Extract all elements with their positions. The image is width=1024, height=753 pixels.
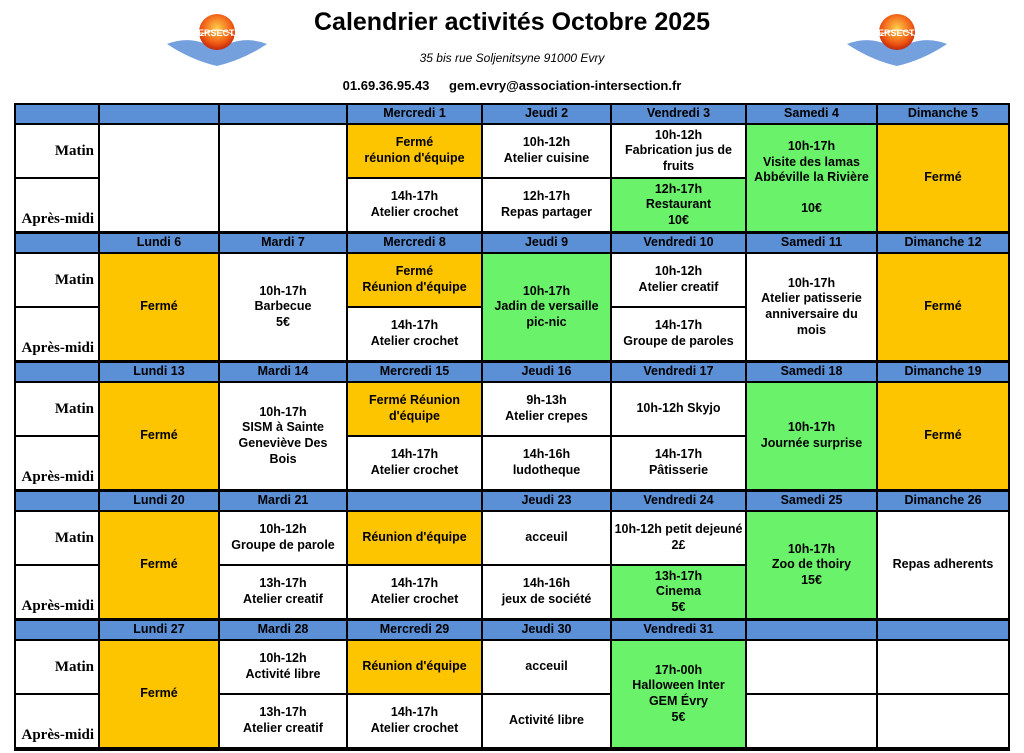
empty-cell (747, 641, 876, 693)
day-header-text: Lundi 6 (136, 235, 182, 250)
row-label-apres-midi-text: Après-midi (21, 469, 94, 486)
day-header (483, 621, 610, 639)
row-label-apres-midi (16, 566, 98, 618)
activity-cell-text: Fermé (140, 299, 178, 314)
day-header-text: Vendredi 10 (643, 235, 714, 250)
day-header (612, 363, 745, 381)
activity-cell (483, 641, 610, 693)
day-header-text: Mercredi 1 (383, 106, 446, 121)
activity-cell-text: 14h-17h Pâtisserie (648, 447, 709, 477)
activity-cell (483, 254, 610, 360)
day-header (348, 105, 481, 123)
row-label-apres-midi-text: Après-midi (21, 340, 94, 357)
activity-cell-text: 10h-17h Atelier patisserie anniversaire du mois (761, 275, 862, 337)
activity-cell (220, 641, 346, 693)
activity-cell-text: Fermé Réunion d'équipe (369, 393, 460, 423)
activity-cell-text: 14h-17h Atelier crochet (370, 447, 459, 477)
day-header (100, 105, 218, 123)
phone-number[interactable]: 01.69.36.95.43 (342, 78, 430, 93)
row-label-matin (16, 383, 98, 435)
activity-cell (747, 125, 876, 231)
activity-cell-text: 13h-17h Atelier creatif (243, 576, 323, 606)
day-header-text: Dimanche 19 (904, 364, 982, 379)
activity-cell (348, 641, 481, 693)
row-label-matin (16, 512, 98, 564)
activity-cell-text: 17h-00h Halloween Inter GEM Évry 5€ (632, 662, 725, 724)
day-header-text: Dimanche 12 (904, 235, 982, 250)
activity-cell-text: acceuil (525, 530, 568, 545)
activity-cell (483, 695, 610, 747)
day-header-text: Dimanche 26 (904, 493, 982, 508)
day-header-text: Mardi 7 (261, 235, 305, 250)
activity-cell (612, 437, 745, 489)
day-header-text: Jeudi 9 (524, 235, 569, 250)
activity-cell-text: 14h-17h Atelier crochet (370, 189, 459, 219)
day-header-text: Vendredi 24 (643, 493, 714, 508)
activity-cell-text: Repas adherents (892, 557, 994, 572)
day-header (100, 363, 218, 381)
day-header (100, 492, 218, 510)
activity-cell-text: Fermé (924, 428, 962, 443)
activity-cell-text: 10h-17h Barbecue 5€ (254, 283, 312, 329)
activity-cell-text: 10h-17h Visite des lamas Abbéville la Rivière 10€ (754, 138, 869, 216)
activity-cell-text: Fermé Réunion d'équipe (362, 264, 467, 294)
day-header-text: Samedi 25 (780, 493, 843, 508)
day-header (747, 492, 876, 510)
day-header-text: Jeudi 30 (521, 622, 572, 637)
row-label-matin (16, 125, 98, 177)
activity-cell (348, 383, 481, 435)
day-header (483, 363, 610, 381)
activity-cell-text: 10h-17h SISM à Sainte Geneviève Des Bois (238, 404, 328, 466)
day-header-text: Jeudi 23 (521, 493, 572, 508)
day-header (348, 621, 481, 639)
activity-cell-text: 13h-17h Atelier creatif (243, 705, 323, 735)
empty-cell (878, 641, 1008, 693)
activity-cell-text: 14h-17h Atelier crochet (370, 318, 459, 348)
day-header-text: Mardi 14 (257, 364, 309, 379)
activity-cell-text: Fermé (140, 686, 178, 701)
activity-cell (747, 383, 876, 489)
activity-cell (220, 512, 346, 564)
day-header (612, 492, 745, 510)
row-label-apres-midi (16, 437, 98, 489)
activity-cell (612, 641, 745, 747)
contact-line (0, 78, 1024, 93)
page-title: Calendrier activités Octobre 2025 (313, 8, 711, 36)
activity-cell (348, 308, 481, 360)
day-header-text: Samedi 4 (784, 106, 839, 121)
row-label-apres-midi (16, 308, 98, 360)
activity-cell-text: 10h-17h Journée surprise (760, 420, 863, 450)
day-header-text: Jeudi 16 (521, 364, 572, 379)
activity-cell-text: 12h-17h Repas partager (500, 189, 592, 219)
day-header-text: Mardi 28 (257, 622, 309, 637)
activity-cell-text: Fermé (140, 428, 178, 443)
activity-cell-text: 12h-17h Restaurant 10€ (645, 181, 712, 227)
activity-cell (100, 254, 218, 360)
row-label-apres-midi-text: Après-midi (21, 211, 94, 228)
day-header-text: Mercredi 8 (383, 235, 446, 250)
activity-cell (483, 566, 610, 618)
activity-cell-text: 10h-12h Activité libre (245, 651, 321, 681)
activity-cell (220, 254, 346, 360)
activity-cell (483, 437, 610, 489)
day-header-text: Vendredi 31 (643, 622, 714, 637)
day-header (878, 492, 1008, 510)
svg-text:INTERSECTION: INTERSECTION (863, 28, 931, 38)
activity-cell-text: 10h-12h Skyjo (636, 401, 721, 416)
day-header (220, 234, 346, 252)
activity-cell (612, 308, 745, 360)
day-header-text: Jeudi 2 (524, 106, 569, 121)
activity-cell-text: Fermé réunion d'équipe (364, 135, 465, 165)
day-header-text: Mardi 21 (257, 493, 309, 508)
day-header (348, 492, 481, 510)
activity-cell-text: Fermé (140, 557, 178, 572)
activity-cell-text: 10h-17h Zoo de thoiry 15€ (771, 541, 852, 587)
day-header-text: Lundi 20 (133, 493, 185, 508)
day-header-text: Lundi 13 (133, 364, 185, 379)
activity-cell (348, 125, 481, 177)
activity-cell (612, 179, 745, 231)
day-header (220, 492, 346, 510)
row-label-apres-midi (16, 179, 98, 231)
activity-cell (612, 512, 745, 564)
day-header (483, 234, 610, 252)
day-header (348, 234, 481, 252)
activity-cell (100, 383, 218, 489)
activity-cell-text: 10h-12h Atelier creatif (638, 264, 719, 294)
day-header (747, 234, 876, 252)
activity-cell (348, 437, 481, 489)
day-header-text: Vendredi 17 (643, 364, 714, 379)
activity-cell (878, 254, 1008, 360)
day-header-blank (16, 621, 98, 639)
day-header-text: Mercredi 15 (379, 364, 450, 379)
svg-text:INTERSECTION: INTERSECTION (183, 28, 251, 38)
day-header (747, 621, 876, 639)
day-header-text: Samedi 11 (780, 235, 843, 250)
activity-cell-text: Réunion d'équipe (362, 659, 467, 674)
day-header (483, 105, 610, 123)
activity-cell (220, 566, 346, 618)
day-header (612, 621, 745, 639)
day-header (747, 363, 876, 381)
day-header (747, 105, 876, 123)
day-header (220, 363, 346, 381)
activity-cell-text: 10h-17h Jadin de versaille pic-nic (494, 283, 599, 329)
activity-cell-text: Fermé (924, 170, 962, 185)
day-header (612, 234, 745, 252)
row-label-matin-text: Matin (54, 529, 94, 546)
activity-cell (348, 566, 481, 618)
activity-cell (348, 179, 481, 231)
email-address[interactable]: gem.evry@association-intersection.fr (449, 78, 682, 93)
activity-cell (348, 512, 481, 564)
activity-cell (100, 641, 218, 747)
row-label-matin-text: Matin (54, 142, 94, 159)
activity-cell (747, 512, 876, 618)
activity-cell (348, 695, 481, 747)
day-header (878, 363, 1008, 381)
activity-cell-text: Réunion d'équipe (362, 530, 467, 545)
day-header (220, 621, 346, 639)
day-header-text: Vendredi 3 (646, 106, 711, 121)
activity-cell-text: 10h-12h petit dejeuné 2£ (614, 522, 743, 552)
activity-cell (878, 125, 1008, 231)
day-header (100, 234, 218, 252)
activity-cell-text: Fermé (924, 299, 962, 314)
day-header-text: Samedi 18 (780, 364, 843, 379)
row-label-matin (16, 254, 98, 306)
activity-cell (220, 383, 346, 489)
row-label-apres-midi-text: Après-midi (21, 727, 94, 744)
activity-cell-text: 10h-12h Atelier cuisine (503, 135, 590, 165)
activity-cell-text: 10h-12h Fabrication jus de fruits (625, 127, 732, 173)
activity-cell (483, 125, 610, 177)
activity-calendar (14, 103, 1010, 751)
activity-cell (612, 254, 745, 306)
row-label-apres-midi (16, 695, 98, 747)
empty-cell (747, 695, 876, 747)
day-header (348, 363, 481, 381)
activity-cell-text: Activité libre (508, 713, 585, 728)
row-label-matin (16, 641, 98, 693)
activity-cell-text: 14h-17h Atelier crochet (370, 705, 459, 735)
activity-cell (483, 512, 610, 564)
activity-cell-text: acceuil (525, 659, 568, 674)
row-label-matin-text: Matin (54, 400, 94, 417)
activity-cell-text: 14h-16h jeux de société (501, 576, 592, 606)
day-header (483, 492, 610, 510)
day-header-blank (16, 363, 98, 381)
day-header-text: Dimanche 5 (907, 106, 979, 121)
activity-cell (878, 512, 1008, 618)
row-label-apres-midi-text: Après-midi (21, 598, 94, 615)
row-label-matin-text: Matin (54, 271, 94, 288)
day-header-blank (16, 234, 98, 252)
day-header (612, 105, 745, 123)
activity-cell-text: 14h-16h ludotheque (512, 447, 581, 477)
activity-cell (220, 695, 346, 747)
activity-cell-text: 14h-17h Atelier crochet (370, 576, 459, 606)
empty-cell (220, 125, 346, 231)
address: 35 bis rue Soljenitsyne 91000 Evry (419, 51, 605, 65)
day-header-text: Mercredi 29 (379, 622, 450, 637)
day-header (100, 621, 218, 639)
activity-cell (100, 512, 218, 618)
activity-cell-text: 13h-17h Cinema 5€ (654, 568, 703, 614)
activity-cell (612, 566, 745, 618)
activity-cell (878, 383, 1008, 489)
day-header (878, 234, 1008, 252)
day-header (878, 105, 1008, 123)
activity-cell (612, 125, 745, 177)
day-header (220, 105, 346, 123)
activity-cell (747, 254, 876, 360)
activity-cell-text: 14h-17h Groupe de paroles (623, 318, 734, 348)
activity-cell (612, 383, 745, 435)
day-header (878, 621, 1008, 639)
day-header-text: Lundi 27 (133, 622, 185, 637)
day-header-blank (16, 105, 98, 123)
empty-cell (878, 695, 1008, 747)
activity-cell (483, 179, 610, 231)
row-label-matin-text: Matin (54, 658, 94, 675)
activity-cell-text: 9h-13h Atelier crepes (505, 393, 588, 423)
day-header-blank (16, 492, 98, 510)
activity-cell (348, 254, 481, 306)
activity-cell (483, 383, 610, 435)
empty-cell (100, 125, 218, 231)
activity-cell-text: 10h-12h Groupe de parole (231, 522, 335, 552)
